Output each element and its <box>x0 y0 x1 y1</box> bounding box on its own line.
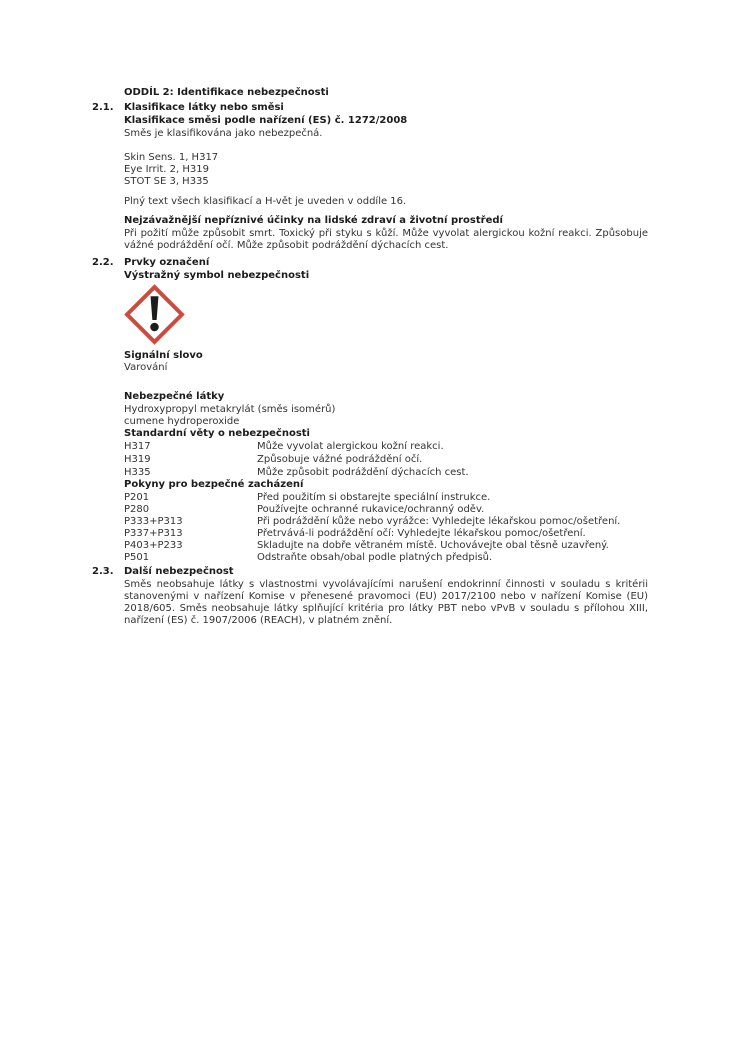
subsection-2-3-number: 2.3. <box>92 566 114 577</box>
hazardous-substance: Hydroxypropyl metakrylát (směs isomérů) <box>124 404 336 415</box>
p-text: Přetrvává-li podráždění očí: Vyhledejte lékařskou pomoc/ošetření. <box>257 528 586 539</box>
p-statements-heading: Pokyny pro bezpečné zacházení <box>124 479 304 490</box>
p-code: P201 <box>124 492 150 503</box>
section-2-content <box>92 87 648 627</box>
p-code: P280 <box>124 504 150 515</box>
p-statement-row <box>124 516 648 528</box>
classification-regulation-heading: Klasifikace směsi podle nařízení (ES) č. 1272/2008 <box>124 115 408 126</box>
subsection-2-2-number: 2.2. <box>92 257 114 268</box>
p-statement-row <box>124 552 648 564</box>
classification-item: Skin Sens. 1, H317 <box>124 152 219 163</box>
h-text: Způsobuje vážné podráždění očí. <box>257 454 423 465</box>
p-code: P403+P233 <box>124 540 183 551</box>
adverse-effects-text: Při požití může způsobit smrt. Toxický při styku s kůží. Může vyvolat alergickou kožní reakci. Způsobuje vážné podráždění očí. Může způsobit podráždění dýchacích cest. <box>124 228 648 251</box>
h-statements-heading: Standardní věty o nebezpečnosti <box>124 428 310 439</box>
p-code: P337+P313 <box>124 528 183 539</box>
h-text: Může způsobit podráždění dýchacích cest. <box>257 467 469 478</box>
subsection-2-2-header <box>92 257 648 269</box>
subsection-2-1-header <box>92 102 648 114</box>
p-text: Skladujte na dobře větraném místě. Uchovávejte obal těsně uzavřený. <box>257 540 609 551</box>
p-statement-row <box>124 528 648 540</box>
signal-word-heading: Signální slovo <box>124 350 203 361</box>
subsection-2-1-title: Klasifikace látky nebo směsi <box>124 102 284 113</box>
subsection-2-3-title: Další nebezpečnost <box>124 566 234 577</box>
h-code: H319 <box>124 454 151 465</box>
subsection-2-3-header <box>92 566 648 578</box>
h-statement-row <box>124 441 648 453</box>
p-statement-row <box>124 504 648 516</box>
classification-list <box>124 152 648 188</box>
h-statement-row <box>124 454 648 466</box>
p-code: P501 <box>124 552 150 563</box>
signal-word: Varování <box>124 362 168 373</box>
p-text: Používejte ochranné rukavice/ochranný oděv. <box>257 504 485 515</box>
p-statement-row <box>124 540 648 552</box>
p-statement-row <box>124 492 648 504</box>
pictogram-heading: Výstražný symbol nebezpečnosti <box>124 270 310 281</box>
ghs07-exclamation-icon <box>124 284 648 345</box>
section-heading: ODDÍL 2: Identifikace nebezpečnosti <box>124 87 329 98</box>
h-code: H317 <box>124 441 151 452</box>
full-text-note: Plný text všech klasifikací a H-vět je uveden v oddíle 16. <box>124 196 407 207</box>
p-text: Před použitím si obstarejte speciální instrukce. <box>257 492 491 503</box>
h-statement-row <box>124 467 648 479</box>
h-text: Může vyvolat alergickou kožní reakci. <box>257 441 444 452</box>
other-hazards-text: Směs neobsahuje látky s vlastnostmi vyvolávajícími narušení endokrinní činnosti v souladu s kritérii stanovenými v nařízení Komise v přenesené pravomoci (EU) 2017/2100 nebo v nařízení Komise (EU) 2018/605. Směs neobsahuje látky splňující kritéria pro látky PBT nebo vPvB v souladu s přílohou XIII, nařízení (ES) č. 1907/2006 (REACH), v platném znění. <box>124 579 648 626</box>
p-code: P333+P313 <box>124 516 183 527</box>
hazardous-substances-heading: Nebezpečné látky <box>124 391 225 402</box>
hazardous-substance: cumene hydroperoxide <box>124 416 240 427</box>
adverse-effects-heading: Nejzávažnější nepříznivé účinky na lidské zdraví a životní prostředí <box>124 215 503 226</box>
classification-item: STOT SE 3, H335 <box>124 176 209 187</box>
p-text: Odstraňte obsah/obal podle platných předpisů. <box>257 552 493 563</box>
exclamation-dot <box>150 323 159 332</box>
p-text: Při podráždění kůže nebo vyrážce: Vyhledejte lékařskou pomoc/ošetření. <box>257 516 621 527</box>
subsection-2-1-number: 2.1. <box>92 102 114 113</box>
classification-statement: Směs je klasifikována jako nebezpečná. <box>124 128 323 139</box>
classification-item: Eye Irrit. 2, H319 <box>124 164 209 175</box>
subsection-2-2-title: Prvky označení <box>124 257 210 268</box>
h-code: H335 <box>124 467 151 478</box>
